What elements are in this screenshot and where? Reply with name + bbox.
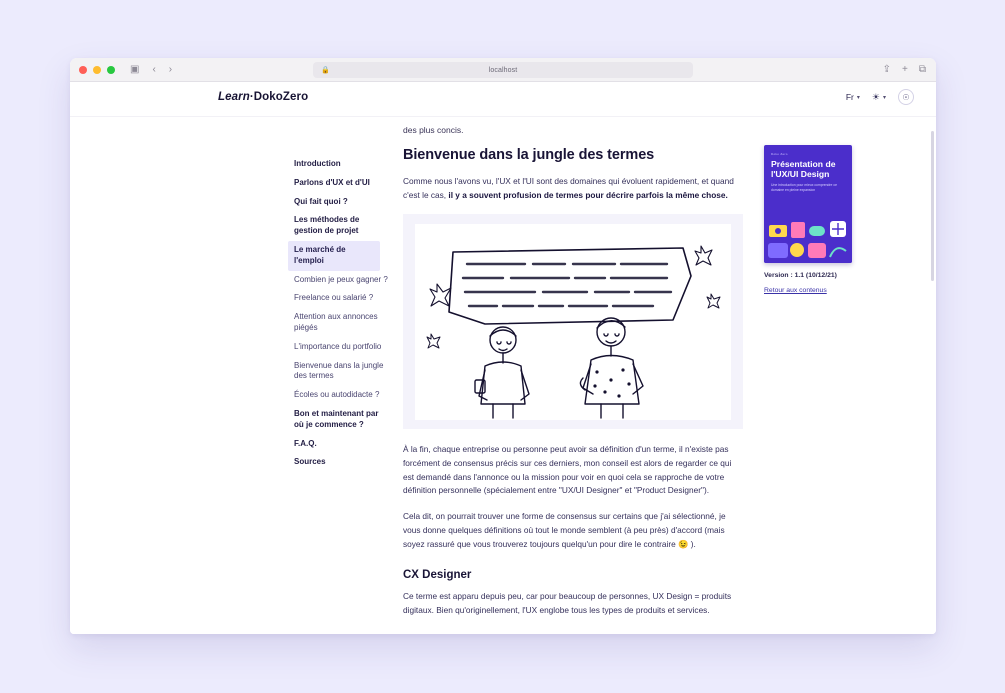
illustration-canvas <box>415 224 731 420</box>
account-avatar-button[interactable] <box>898 89 914 105</box>
show-tabs-icon[interactable]: ⧉ <box>918 64 926 75</box>
sidebar-subitem-combien[interactable]: Combien je peux gagner ? <box>294 274 388 284</box>
sidebar-subitem-freelance[interactable]: Freelance ou salarié ? <box>294 293 374 303</box>
theme-selector[interactable] <box>872 92 886 103</box>
section-heading-cx-designer: CX Designer <box>403 569 472 582</box>
new-tab-icon[interactable]: + <box>902 64 908 75</box>
logo-dokozero-text: DokoZero <box>253 91 309 103</box>
sidebar-item-methodes[interactable]: Les méthodes de gestion de projet <box>294 215 360 236</box>
sidebar-subitem-jungle[interactable]: Bienvenue dans la jungle des termes <box>294 360 384 381</box>
book-title: Présentation de l'UX/UI Design <box>771 159 836 179</box>
sidebar-item-qui-fait-quoi[interactable]: Qui fait quoi ? <box>294 196 348 206</box>
right-rail <box>764 145 856 297</box>
paragraph-cx-designer: Ce terme est apparu depuis peu, car pour beaucoup de personnes, UX Design = produits digitaux. Bien qu'originellement, l'UX englobe tous les types de produits et services. <box>403 591 732 615</box>
sidebar-item-commencer[interactable]: Bon et maintenant par où je commence ? <box>294 408 379 429</box>
designer-jargon-illustration-icon <box>415 224 731 420</box>
minimize-window-button[interactable] <box>93 66 101 74</box>
header-actions <box>846 89 914 105</box>
paragraph-consensus: Cela dit, on pourrait trouver une forme de consensus sur certains que j'ai sélectionné, je vous donne quelques définitions où tout le monde semblent (à peu près) d'accord (mais soyez rassuré que vous trouverez toujours quelqu'un pour dire le contraire 😉 ). <box>403 511 726 549</box>
person-icon: ☉ <box>902 92 910 102</box>
table-of-contents <box>294 155 390 472</box>
paragraph-definitions: À la fin, chaque entreprise ou personne peut avoir sa définition d'un terme, il n'existe pas forcément de consensus précis sur ces derniers, mon conseil est alors de regarder ce qui est demandé dans l'annonce ou la mission pour voir en quoi cela se rapproche de votre définition personnelle (spécialement entre "UX/UI Designer" et "Product Designer"). <box>403 444 732 496</box>
close-window-button[interactable] <box>79 66 87 74</box>
book-cover-artwork-icon <box>764 217 852 263</box>
language-label: Fr <box>845 92 854 102</box>
intro-paragraph-emphasis: il y a souvent profusion de termes pour décrire parfois la même chose. <box>448 189 728 200</box>
article-body <box>403 147 743 630</box>
page-title: Bienvenue dans la jungle des termes <box>403 147 655 163</box>
page-content <box>70 117 936 634</box>
sidebar-subitem-portfolio[interactable]: L'importance du portfolio <box>294 341 382 351</box>
address-bar[interactable] <box>313 62 693 78</box>
sidebar-item-faq[interactable]: F.A.Q. <box>294 438 317 448</box>
back-to-contents-link[interactable]: Retour aux contenus <box>764 287 827 294</box>
language-selector[interactable] <box>846 92 860 102</box>
content-bottom-fade <box>70 624 936 634</box>
chevron-down-icon: ▾ <box>856 94 860 101</box>
sidebar-item-marche-emploi[interactable]: Le marché de l'emploi <box>288 241 380 271</box>
logo-learn-text: Learn <box>218 91 250 103</box>
browser-window <box>70 58 936 634</box>
back-icon[interactable]: ‹ <box>152 63 156 75</box>
book-cover-thumbnail[interactable] <box>764 145 852 263</box>
share-icon[interactable]: ⇪ <box>882 64 892 75</box>
sidebar-sublist <box>294 271 390 405</box>
sidebar-item-ux-ui[interactable]: Parlons d'UX et d'UI <box>294 177 370 187</box>
book-kicker: Doko Zero <box>771 152 788 156</box>
sidebar-item-introduction[interactable]: Introduction <box>294 159 341 168</box>
sidebar-subitem-ecoles[interactable]: Écoles ou autodidacte ? <box>294 390 380 400</box>
logo-separator: · <box>249 91 254 103</box>
site-header <box>70 82 936 117</box>
site-logo[interactable] <box>218 91 308 103</box>
browser-titlebar <box>70 58 936 82</box>
sidebar-toggle-icon[interactable]: ▣ <box>130 63 140 75</box>
truncated-paragraph-above: des plus concis. <box>403 125 464 135</box>
chevron-down-icon-theme: ▾ <box>882 94 886 101</box>
window-traffic-lights[interactable] <box>79 66 115 74</box>
address-bar-url: localhost <box>488 66 518 74</box>
forward-icon[interactable]: › <box>168 63 173 75</box>
sidebar-subitem-annonces[interactable]: Attention aux annonces piégés <box>294 312 378 332</box>
sidebar-item-sources[interactable]: Sources <box>294 457 326 467</box>
book-version-label: Version : 1.1 (10/12/21) <box>764 272 837 279</box>
vertical-scrollbar[interactable] <box>931 131 934 281</box>
zoom-window-button[interactable] <box>107 66 115 74</box>
book-description: Une introduction pour mieux comprendre ce domaine en pleine expansion <box>771 183 837 192</box>
illustration-figure <box>403 214 743 429</box>
sun-icon: ☀ <box>871 91 880 102</box>
intro-paragraph <box>403 175 743 202</box>
intro-paragraph-part1: Comme nous l'avons vu, l'UX et l'UI sont des domaines qui évoluent rapidement, et quand c'est le cas, <box>403 176 734 200</box>
lock-icon: 🔒 <box>321 67 330 74</box>
